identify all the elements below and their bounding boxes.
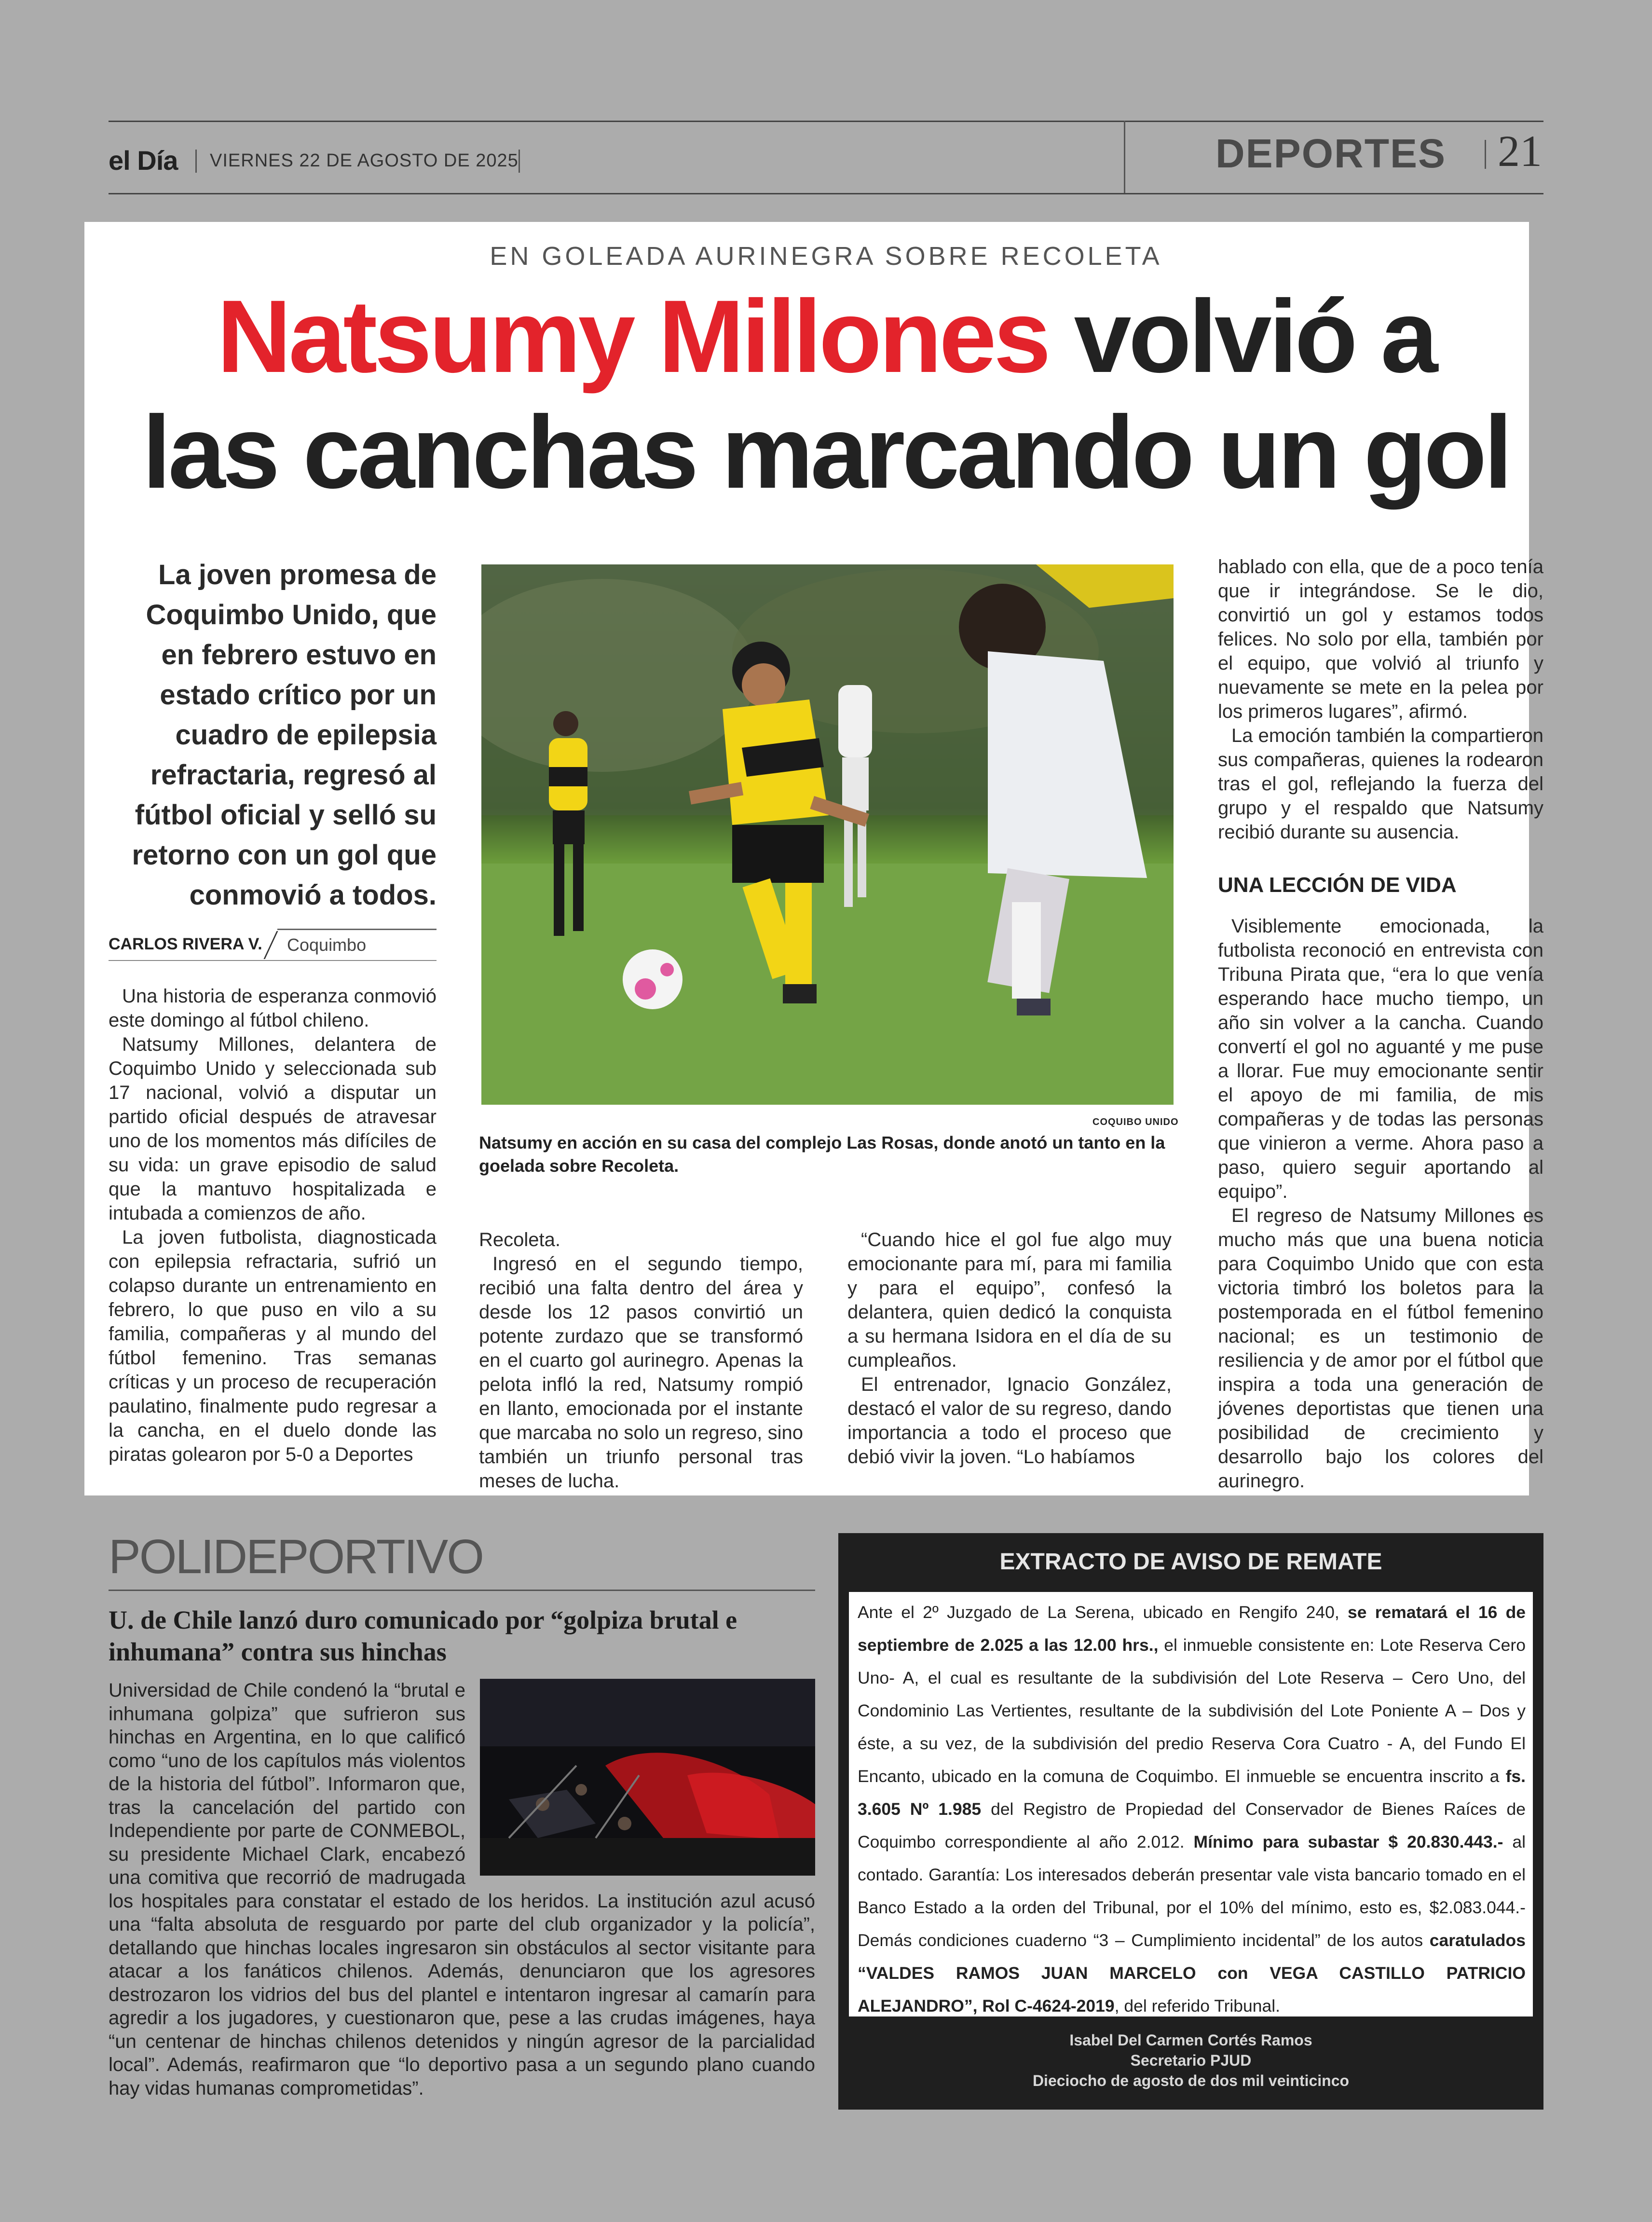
header-bottom-rule: [109, 193, 1543, 194]
signature-date: Dieciocho de agosto de dos mil veinticinco: [1032, 2072, 1350, 2089]
paragraph: Natsumy Millones, delantera de Coquimbo Unido y seleccionada sub 17 nacional, volvió a disputar un partido oficial después de atravesar uno de los momentos más difíciles de su vida: un grave episodio de salud que la mantuvo hospitalizada e intubada a comienzos de año.: [109, 1034, 437, 1224]
article-kicker: EN GOLEADA AURINEGRA SOBRE RECOLETA: [490, 242, 1162, 271]
header-separator: [519, 150, 520, 173]
byline-rule: [277, 929, 437, 930]
paragraph: Visiblemente emocionada, la futbolista reconoció en entrevista con Tribuna Pirata que, “era lo que venía esperando hace mucho tiempo, un año sin volver a la cancha. Cuando convertí el gol no aguanté y me puse a llorar. Fue muy emocionante sentir el apoyo de mi familia, de mis compañeras y de todas las personas que vinieron a verme. Ahora paso a paso, quiero seguir aportando al equipo”.: [1218, 916, 1543, 1202]
article-column-4-bottom: [1218, 914, 1543, 1493]
article-headline: [0, 279, 1652, 510]
paragraph: Una historia de esperanza conmovió este domingo al fútbol chileno.: [109, 986, 437, 1031]
paragraph: Recoleta.: [479, 1229, 560, 1250]
paragraph: hablado con ella, que de a poco tenía que ir integrándose. Se le dio, convirtió un gol y estamos todos felices. No solo por ella, también por el equipo, que volvió al triunfo y nuevamente se mete en la pelea por los primeros lugares”, afirmó.: [1218, 556, 1543, 722]
article-column-4-top: [1218, 555, 1543, 844]
byline-city: Coquimbo: [287, 935, 367, 955]
polideportivo-body: [109, 1679, 815, 2100]
fans-photo: [480, 1679, 815, 1876]
headline-part: volvió a: [1048, 279, 1435, 394]
auction-notice-title: EXTRACTO DE AVISO DE REMATE: [999, 1549, 1382, 1575]
auction-notice-text: [858, 1596, 1526, 2022]
paragraph: El entrenador, Ignacio González, destacó el valor de su regreso, dando importancia a todo el proceso que debió vivir la joven. “Lo habíamos: [847, 1374, 1172, 1468]
notice-bold-text: se rematará el 16 de septiembre de 2.025 a las 12.00 hrs.,: [858, 1603, 1526, 1655]
byline-underline: [109, 960, 437, 961]
newspaper-logo: el Día: [109, 145, 178, 176]
photo-caption: Natsumy en acción en su casa del complejo Las Rosas, donde anotó un tanto en la goelada sobre Recoleta.: [479, 1133, 1165, 1176]
header-top-rule: [109, 121, 1543, 122]
page-number: 21: [1498, 126, 1542, 176]
notice-text: el inmueble consistente en: Lote Reserva Cero Uno- A, el cual es resultante de la subdivisión del Lote Reserva – Cero Uno, del Condominio Las Vertientes, resultante de la subdivisión del Lote Poniente A – Dos y éste, a su vez, de la subdivisión del predio Reserva Cora Cuatro - A, del Fundo El Encanto, ubicado en la comuna de Coquimbo. El inmueble se encuentra inscrito a: [858, 1635, 1526, 1786]
soccer-photo-illustration: [481, 564, 1174, 1105]
paragraph: La emoción también la compartieron sus compañeras, quienes la rodearon tras el gol, reflejando la fuerza del grupo y el respaldo que Natsumy recibió durante su ausencia.: [1218, 725, 1544, 843]
photo-credit: COQUIBO UNIDO: [1092, 1117, 1179, 1127]
headline-line-2: las canchas marcando un gol: [142, 395, 1510, 510]
stadium-crowd-photo-illustration: [480, 1679, 815, 1876]
section-name: DEPORTES: [1215, 131, 1447, 176]
header-divider: [1124, 121, 1125, 193]
polideportivo-rule: [109, 1590, 815, 1591]
author-byline: CARLOS RIVERA V.: [109, 935, 262, 953]
header-separator: [1485, 140, 1486, 169]
article-photo: [481, 564, 1174, 1105]
issue-date: VIERNES 22 DE AGOSTO DE 2025: [210, 151, 519, 171]
article-column-2: [479, 1228, 803, 1493]
notice-text: del Registro de Propiedad del Conservador de Bienes Raíces de Coquimbo correspondiente al año 2.012.: [858, 1799, 1526, 1852]
notice-bold-text: caratulados “VALDES RAMOS JUAN MARCELO con VEGA CASTILLO PATRICIO ALEJANDRO”, Rol C-4624-2019: [858, 1931, 1526, 2016]
notice-bold-text: fs. 3.605 Nº 1.985: [858, 1767, 1526, 1819]
paragraph: Ingresó en el segundo tiempo, recibió una falta dentro del área y desde los 12 pasos convirtió un potente zurdazo que se transformó en el cuarto gol aurinegro. Apenas la pelota infló la red, Natsumy rompió en llanto, emocionada por el instante que marcaba no solo un regreso, sino también un triunfo personal tras meses de lucha.: [479, 1253, 803, 1492]
header-separator: [195, 150, 197, 173]
polideportivo-headline: U. de Chile lanzó duro comunicado por “golpiza brutal e inhumana” contra sus hinchas: [109, 1605, 737, 1666]
notice-bold-text: Mínimo para subastar $ 20.830.443.-: [1193, 1832, 1503, 1852]
signature-name: Isabel Del Carmen Cortés Ramos: [1069, 2031, 1312, 2049]
paragraph: “Cuando hice el gol fue algo muy emocionante para mí, para mi familia y para el equipo”, confesó la delantera, quien dedicó la conquista a su hermana Isidora en el día de su cumpleaños.: [847, 1229, 1172, 1371]
paragraph: La joven futbolista, diagnosticada con epilepsia refractaria, sufrió un colapso durante un entrenamiento en febrero, lo que puso en vilo a su familia, compañeras y al mundo del fútbol femenino. Tras semanas críticas y un proceso de recuperación paulatino, finalmente pudo regresar a la cancha, en el duelo donde las piratas golearon por 5-0 a Deportes: [109, 1227, 437, 1465]
polideportivo-section-title: POLIDEPORTIVO: [109, 1530, 483, 1584]
notice-text: al contado. Garantía: Los interesados deberán presentar vale vista bancario tomado en el Banco Estado a la orden del Tribunal, por el 10% del mínimo, esto es, $2.083.044.- Demás condiciones cuaderno “3 – Cumplimiento incidental” de los autos: [858, 1832, 1526, 1950]
polideportivo-text: Universidad de Chile condenó la “brutal e inhumana golpiza” que sufrieron sus hinchas en Argentina, en lo que calificó como “uno de los capítulos más violentos de la historia del fútbol”. Informaron que, tras la cancelación del partido con Independiente por parte de CONMEBOL, su presidente Michael Clark, encabezó una comitiva que recorrió de madrugada los hospitales para constatar el estado de los heridos. La institución azul acusó una “falta absoluta de resguardo por parte del club organizador y la policía”, detallando que hinchas locales ingresaron sin obstáculos al sector visitante para atacar a los fanáticos chilenos. Además, denunciaron que los agresores destrozaron los vidrios del bus del plantel e intentaron ingresar al camarín para agredir a los jugadores, y cuestionaron que, pese a las crudas imágenes, haya “un centenar de hinchas chilenos detenidos y ningún agresor de la parcialidad local”. Además, reafirmaron que “lo deportivo pasa a un segundo plano cuando hay vidas humanas comprometidas”.: [109, 1680, 815, 2099]
article-column-1: [109, 984, 437, 1467]
notice-text: , del referido Tribunal.: [1114, 1996, 1281, 2016]
auction-notice-signature: [838, 2030, 1543, 2091]
signature-role: Secretario PJUD: [1130, 2052, 1252, 2069]
paragraph: El regreso de Natsumy Millones es mucho más que una buena noticia para Coquimbo Unido que con esta victoria timbró los boletos para la postemporada en el fútbol femenino nacional; es un testimonio de resiliencia y de amor por el fútbol que inspira a toda una generación de jóvenes deportistas que tienen una posibilidad de crecimiento y desarrollo bajo los colores del aurinegro.: [1218, 1205, 1543, 1492]
notice-text: Ante el 2º Juzgado de La Serena, ubicado en Rengifo 240,: [858, 1603, 1348, 1622]
headline-name: Natsumy Millones: [217, 279, 1049, 394]
article-subhead: UNA LECCIÓN DE VIDA: [1218, 873, 1457, 897]
article-lede: La joven promesa de Coquimbo Unido, que en febrero estuvo en estado crítico por un cuadro de epilepsia refractaria, regresó al fútbol oficial y selló su retorno con un gol que conmovió a todos.: [132, 559, 437, 911]
article-column-3: [847, 1228, 1172, 1469]
